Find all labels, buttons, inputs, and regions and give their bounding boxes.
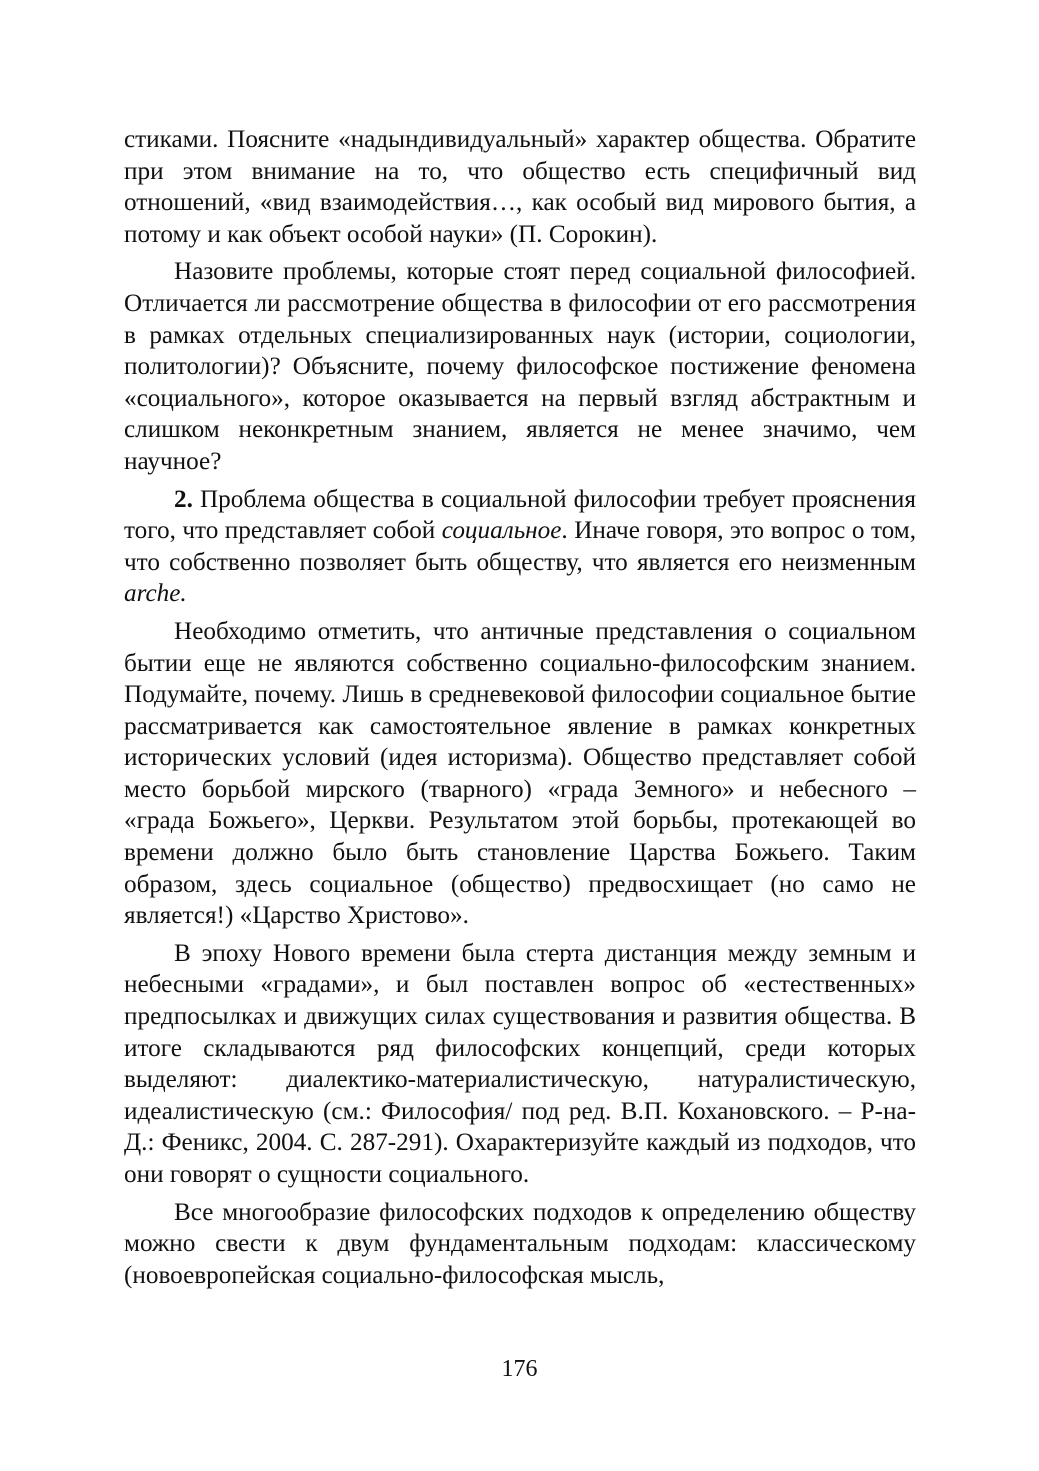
paragraph-4: Необходимо отметить, что античные представления о социальном бытии еще не являются собственно социально-философским знанием. Подумайте, почему. Лишь в средневековой философии социальное бытие рассматривается как самостоятельное явление в рамках конкретных исторических условий (идея историзма). Общество представляет собой место борьбой мирского (тварного) «града Земного» и небесного – «града Божьего», Церкви. Результатом этой борьбы, протекающей во времени должно было быть становление Царства Божьего. Таким образом, здесь социальное (общество) предвосхищает (но само не является!) «Царство Христово». <box>124 617 916 930</box>
paragraph-6: Все многообразие философских подходов к определению обществу можно свести к двум фундаментальным подходам: классическому (новоевропейская социально-философская мысль, <box>124 1198 916 1289</box>
italic-term-social: социальное <box>441 517 562 545</box>
paragraph-3-part-1: Проблема общества в социальной философии требует прояснения того, что представляет собой <box>124 485 916 545</box>
paragraph-5: В эпоху Нового времени была стерта дистанция между земным и небесными «градами», и был поставлен вопрос об «естественных» предпосылках и движущих силах существования и развития общества. В итоге складываются ряд философских концепций, среди которых выделяют: диалектико-материалистическую, натуралистическую, идеалистическую (см.: Философия/ под ред. В.П. Кохановского. – Р-на-Д.: Феникс, 2004. С. 287-291). Охарактеризуйте каждый из подходов, что они говорят о сущности социального. <box>124 939 916 1188</box>
section-number: 2. <box>174 485 193 513</box>
paragraph-3-part-2: . Иначе говоря, это вопрос о том, что собственно позволяет быть обществу, что является его неизменным <box>124 517 916 576</box>
paragraph-3 <box>124 484 916 610</box>
paragraph-1: стиками. Поясните «надындивидуальный» характер общества. Обратите при этом внимание на то, что общество есть специфичный вид отношений, «вид взаимодействия…, как особый вид мирового бытия, а потому и как объект особой науки» (П. Сорокин). <box>124 126 916 248</box>
page-number: 176 <box>501 1356 538 1382</box>
page-text <box>124 124 916 1291</box>
italic-term-arche: arche. <box>124 580 187 608</box>
paragraph-2: Назовите проблемы, которые стоят перед социальной философией. Отличается ли рассмотрение общества в философии от его рассмотрения в рамках отдельных специализированных наук (истории, социологии, политологии)? Объясните, почему философское постижение феномена «социального», которое оказывается на первый взгляд абстрактным и слишком неконкретным знанием, является не менее значимо, чем научное? <box>124 258 916 475</box>
